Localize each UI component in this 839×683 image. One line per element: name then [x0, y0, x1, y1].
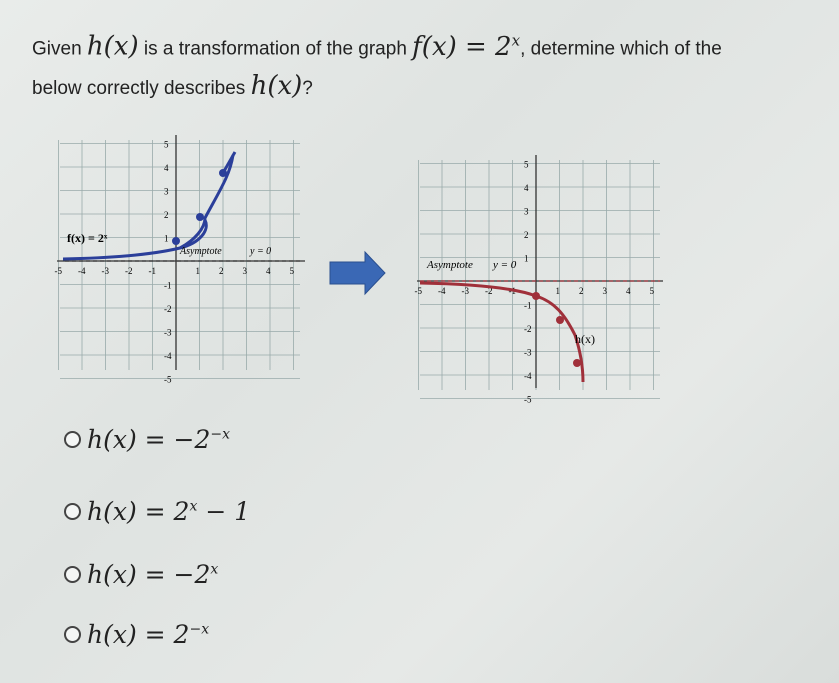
x-tick-label: 3: [602, 286, 607, 296]
y-tick-label: 1: [524, 253, 529, 264]
y-tick-label: 5: [524, 159, 529, 170]
radio-button[interactable]: [64, 566, 81, 583]
x-tick-label: 4: [626, 286, 631, 296]
y-tick-label: 2: [524, 230, 529, 240]
x-tick-label: -3: [461, 286, 469, 296]
graph-h: [414, 150, 665, 405]
f-expression: $f(x) = 2^x$: [412, 31, 521, 62]
f-label: f(x) = 2ˣ: [67, 231, 108, 245]
question-text: Given h(x) is a transformation of the graph $f(x) = 2^x$, determine which of the below correctly describes h(x)?: [32, 31, 722, 101]
y-tick-label: 4: [164, 163, 169, 173]
point: [172, 237, 180, 245]
x-tick-label: -2: [125, 266, 133, 276]
x-tick-label: 4: [266, 266, 271, 276]
y-tick-label: 2: [164, 210, 169, 220]
x-tick-label: 5: [289, 266, 294, 276]
option-4[interactable]: $h(x) = 2^{-x}$: [64, 620, 209, 649]
x-tick-label: -1: [508, 286, 516, 296]
y-tick-label: -5: [524, 394, 532, 405]
x-tick-label: -4: [78, 266, 86, 276]
question-suffix: , determine which of the: [520, 38, 722, 60]
point: [573, 359, 581, 367]
grid: [419, 160, 661, 399]
x-tick-label: -5: [54, 266, 62, 276]
x-tick-label: -3: [101, 266, 109, 276]
x-tick-label: -4: [438, 286, 446, 296]
point: [556, 316, 564, 324]
y-tick-label: 3: [164, 186, 169, 197]
y-tick-label: 4: [524, 183, 529, 193]
x-tick-label: -1: [148, 266, 156, 276]
y-tick-label: 5: [164, 139, 169, 150]
asymptote-eq: y = 0: [250, 246, 272, 257]
radio-button[interactable]: [64, 503, 81, 520]
h-symbol: h(x): [86, 31, 139, 62]
h-symbol-2: h(x): [250, 70, 303, 101]
y-tick-label: -1: [164, 280, 172, 291]
asymptote-label: Asymptote: [180, 246, 222, 257]
y-tick-label: -3: [524, 347, 532, 358]
x-tick-label: 1: [195, 266, 200, 276]
y-tick-label: -1: [524, 300, 532, 311]
y-tick-label: -2: [524, 324, 532, 334]
point: [196, 213, 204, 221]
graph-f: [54, 130, 305, 385]
x-tick-label: -5: [414, 286, 422, 296]
h-curve: [420, 283, 583, 382]
y-tick-label: -4: [164, 351, 172, 361]
question-line2: below correctly describes: [32, 77, 246, 99]
radio-button[interactable]: [64, 431, 81, 448]
transform-arrow-icon: [330, 252, 385, 294]
y-tick-label: -2: [164, 304, 172, 314]
question-prefix: Given: [32, 38, 82, 60]
y-tick-label: -3: [164, 327, 172, 338]
option-2[interactable]: $h(x) = 2^x - 1$: [64, 497, 250, 526]
x-tick-label: -2: [485, 286, 493, 296]
y-tick-label: -5: [164, 374, 172, 385]
y-tick-label: 3: [524, 206, 529, 217]
radio-button[interactable]: [64, 626, 81, 643]
x-tick-label: 3: [242, 266, 247, 276]
question-mid: is a transformation of the graph: [143, 38, 407, 60]
x-tick-label: 5: [649, 286, 654, 296]
point: [532, 292, 540, 300]
x-tick-label: 2: [579, 286, 584, 296]
x-tick-label: 2: [219, 266, 224, 276]
y-tick-label: 1: [164, 233, 169, 244]
x-tick-label: 1: [555, 286, 560, 296]
asymptote-eq: y = 0: [493, 259, 517, 271]
y-tick-label: -4: [524, 371, 532, 381]
option-3[interactable]: $h(x) = -2^x$: [64, 560, 218, 589]
asymptote-label: Asymptote: [427, 259, 473, 271]
h-label: h(x): [575, 332, 595, 346]
option-1[interactable]: $h(x) = -2^{-x}$: [64, 425, 230, 454]
